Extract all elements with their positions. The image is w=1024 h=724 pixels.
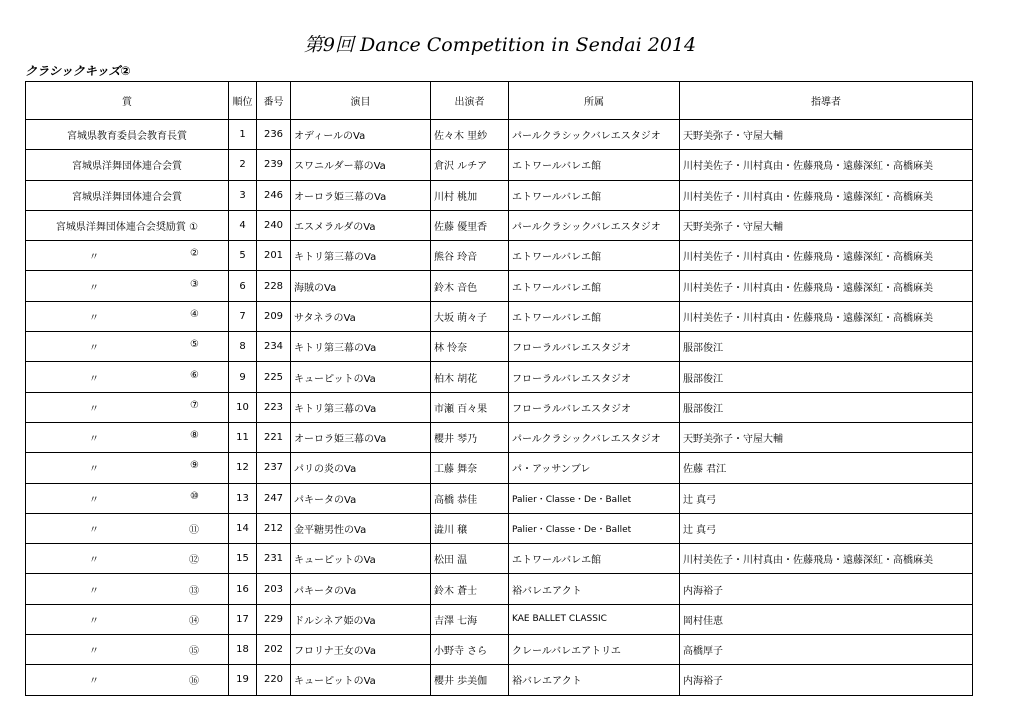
instructor-cell: 川村美佐子・川村真由・佐藤飛鳥・遠藤深紅・高橋麻美 bbox=[680, 241, 973, 271]
performer-cell: 大坂 萌々子 bbox=[431, 301, 509, 331]
award-cell: 宮城県洋舞団体連合会賞 bbox=[26, 150, 229, 180]
performer-cell: 倉沢 ルチア bbox=[431, 150, 509, 180]
piece-cell: キトリ第三幕のVa bbox=[291, 241, 431, 271]
performer-cell: 高橋 恭佳 bbox=[431, 483, 509, 513]
ditto-mark: 〃 bbox=[89, 555, 99, 567]
award-cell bbox=[26, 665, 229, 695]
award-ditto bbox=[29, 279, 225, 294]
performer-cell: 佐藤 優里香 bbox=[431, 210, 509, 240]
affiliation-cell: フローラルバレエスタジオ bbox=[509, 392, 680, 422]
table-row bbox=[26, 604, 973, 634]
number-cell: 231 bbox=[257, 544, 291, 574]
ditto-mark: 〃 bbox=[89, 615, 99, 627]
ditto-mark: 〃 bbox=[89, 434, 99, 446]
piece-cell: スワニルダー幕のVa bbox=[291, 150, 431, 180]
award-ditto bbox=[29, 309, 225, 324]
performer-cell: 鈴木 蒼士 bbox=[431, 574, 509, 604]
rank-cell: 12 bbox=[229, 453, 257, 483]
affiliation-cell: フローラルバレエスタジオ bbox=[509, 362, 680, 392]
instructor-cell: 天野美弥子・守屋大輔 bbox=[680, 210, 973, 240]
award-number: ⑪ bbox=[189, 525, 199, 536]
instructor-cell: 川村美佐子・川村真由・佐藤飛鳥・遠藤深紅・高橋麻美 bbox=[680, 150, 973, 180]
affiliation-cell: エトワールバレエ館 bbox=[509, 150, 680, 180]
table-row bbox=[26, 544, 973, 574]
instructor-cell: 川村美佐子・川村真由・佐藤飛鳥・遠藤深紅・高橋麻美 bbox=[680, 301, 973, 331]
number-cell: 221 bbox=[257, 422, 291, 452]
ditto-mark: 〃 bbox=[89, 252, 99, 264]
table-row bbox=[26, 120, 973, 150]
number-cell: 202 bbox=[257, 635, 291, 665]
piece-cell: キューピットのVa bbox=[291, 544, 431, 574]
number-cell: 237 bbox=[257, 453, 291, 483]
piece-cell: フロリナ王女のVa bbox=[291, 635, 431, 665]
award-number: ② bbox=[190, 248, 199, 260]
header-award: 賞 bbox=[26, 82, 229, 120]
instructor-cell: 天野美弥子・守屋大輔 bbox=[680, 120, 973, 150]
award-number: ⑫ bbox=[189, 555, 199, 567]
award-cell: 宮城県洋舞団体連合会賞 bbox=[26, 180, 229, 210]
rank-cell: 16 bbox=[229, 574, 257, 604]
rank-cell: 9 bbox=[229, 362, 257, 392]
award-number: ⑬ bbox=[189, 585, 199, 597]
header-instructor: 指導者 bbox=[680, 82, 973, 120]
ditto-mark: 〃 bbox=[89, 525, 99, 536]
award-cell bbox=[26, 301, 229, 331]
header-affiliation: 所属 bbox=[509, 82, 680, 120]
header-rank: 順位 bbox=[229, 82, 257, 120]
rank-cell: 10 bbox=[229, 392, 257, 422]
instructor-cell: 岡村佳恵 bbox=[680, 604, 973, 634]
affiliation-cell: エトワールバレエ館 bbox=[509, 241, 680, 271]
award-number: ③ bbox=[190, 278, 199, 290]
rank-cell: 5 bbox=[229, 241, 257, 271]
award-number: ⑯ bbox=[189, 676, 199, 688]
number-cell: 234 bbox=[257, 332, 291, 362]
instructor-cell: 辻 真弓 bbox=[680, 513, 973, 543]
ditto-mark: 〃 bbox=[89, 312, 99, 324]
table-row bbox=[26, 180, 973, 210]
award-cell bbox=[26, 544, 229, 574]
instructor-cell: 川村美佐子・川村真由・佐藤飛鳥・遠藤深紅・高橋麻美 bbox=[680, 271, 973, 301]
number-cell: 225 bbox=[257, 362, 291, 392]
ditto-mark: 〃 bbox=[89, 676, 99, 688]
category-title: クラシックキッズ② bbox=[25, 64, 131, 78]
number-cell: 239 bbox=[257, 150, 291, 180]
award-number: ⑤ bbox=[190, 339, 199, 351]
table-row bbox=[26, 210, 973, 240]
award-cell bbox=[26, 604, 229, 634]
number-cell: 240 bbox=[257, 210, 291, 240]
piece-cell: ドルシネア姫のVa bbox=[291, 604, 431, 634]
number-cell: 229 bbox=[257, 604, 291, 634]
piece-cell: 海賊のVa bbox=[291, 271, 431, 301]
affiliation-cell: Palier・Classe・De・Ballet bbox=[509, 483, 680, 513]
award-number: ⑩ bbox=[190, 490, 199, 502]
affiliation-cell: 裕バレエアクト bbox=[509, 574, 680, 604]
number-cell: 228 bbox=[257, 271, 291, 301]
award-ditto bbox=[29, 370, 225, 385]
table-row bbox=[26, 453, 973, 483]
affiliation-cell: 裕バレエアクト bbox=[509, 665, 680, 695]
award-ditto bbox=[29, 582, 225, 597]
award-ditto bbox=[29, 491, 225, 506]
affiliation-cell: エトワールバレエ館 bbox=[509, 544, 680, 574]
ditto-mark: 〃 bbox=[89, 494, 99, 506]
piece-cell: パキータのVa bbox=[291, 574, 431, 604]
rank-cell: 4 bbox=[229, 210, 257, 240]
performer-cell: 市瀬 百々果 bbox=[431, 392, 509, 422]
piece-cell: パリの炎のVa bbox=[291, 453, 431, 483]
affiliation-cell: クレールバレエアトリエ bbox=[509, 635, 680, 665]
instructor-cell: 川村美佐子・川村真由・佐藤飛鳥・遠藤深紅・高橋麻美 bbox=[680, 544, 973, 574]
award-number: ⑦ bbox=[190, 399, 199, 411]
performer-cell: 櫻井 歩美伽 bbox=[431, 665, 509, 695]
performer-cell: 吉澤 七海 bbox=[431, 604, 509, 634]
table-row bbox=[26, 422, 973, 452]
award-ditto bbox=[29, 430, 225, 445]
number-cell: 201 bbox=[257, 241, 291, 271]
number-cell: 212 bbox=[257, 513, 291, 543]
instructor-cell: 服部俊江 bbox=[680, 332, 973, 362]
instructor-cell: 服部俊江 bbox=[680, 392, 973, 422]
number-cell: 203 bbox=[257, 574, 291, 604]
number-cell: 246 bbox=[257, 180, 291, 210]
ditto-mark: 〃 bbox=[89, 403, 99, 415]
performer-cell: 小野寺 さら bbox=[431, 635, 509, 665]
award-cell bbox=[26, 271, 229, 301]
header-number: 番号 bbox=[257, 82, 291, 120]
award-cell bbox=[26, 241, 229, 271]
ditto-mark: 〃 bbox=[89, 373, 99, 385]
award-cell: 宮城県洋舞団体連合会奨励賞 ① bbox=[26, 210, 229, 240]
piece-cell: オーロラ姫三幕のVa bbox=[291, 180, 431, 210]
number-cell: 236 bbox=[257, 120, 291, 150]
affiliation-cell: パールクラシックバレエスタジオ bbox=[509, 210, 680, 240]
affiliation-cell: エトワールバレエ館 bbox=[509, 180, 680, 210]
number-cell: 247 bbox=[257, 483, 291, 513]
piece-cell: オディールのVa bbox=[291, 120, 431, 150]
instructor-cell: 内海裕子 bbox=[680, 665, 973, 695]
affiliation-cell: KAE BALLET CLASSIC bbox=[509, 604, 680, 634]
piece-cell: 金平糖男性のVa bbox=[291, 513, 431, 543]
instructor-cell: 川村美佐子・川村真由・佐藤飛鳥・遠藤深紅・高橋麻美 bbox=[680, 180, 973, 210]
performer-cell: 熊谷 玲音 bbox=[431, 241, 509, 271]
piece-cell: パキータのVa bbox=[291, 483, 431, 513]
table-row bbox=[26, 241, 973, 271]
rank-cell: 18 bbox=[229, 635, 257, 665]
instructor-cell: 高橋厚子 bbox=[680, 635, 973, 665]
table-row bbox=[26, 301, 973, 331]
rank-cell: 19 bbox=[229, 665, 257, 695]
instructor-cell: 辻 真弓 bbox=[680, 483, 973, 513]
table-row bbox=[26, 665, 973, 695]
rank-cell: 2 bbox=[229, 150, 257, 180]
award-cell bbox=[26, 332, 229, 362]
award-ditto bbox=[29, 551, 225, 566]
affiliation-cell: エトワールバレエ館 bbox=[509, 301, 680, 331]
performer-cell: 澁川 穣 bbox=[431, 513, 509, 543]
ditto-mark: 〃 bbox=[89, 282, 99, 294]
award-cell bbox=[26, 362, 229, 392]
instructor-cell: 佐藤 君江 bbox=[680, 453, 973, 483]
piece-cell: キトリ第三幕のVa bbox=[291, 392, 431, 422]
award-number: ⑮ bbox=[189, 646, 199, 658]
performer-cell: 川村 桃加 bbox=[431, 180, 509, 210]
table-row bbox=[26, 332, 973, 362]
rank-cell: 14 bbox=[229, 513, 257, 543]
award-ditto bbox=[29, 339, 225, 354]
piece-cell: キューピットのVa bbox=[291, 665, 431, 695]
award-cell bbox=[26, 635, 229, 665]
instructor-cell: 内海裕子 bbox=[680, 574, 973, 604]
rank-cell: 15 bbox=[229, 544, 257, 574]
award-number: ⑭ bbox=[189, 615, 199, 627]
ditto-mark: 〃 bbox=[89, 464, 99, 476]
header-performer: 出演者 bbox=[431, 82, 509, 120]
results-table bbox=[25, 81, 973, 696]
table-row bbox=[26, 574, 973, 604]
award-ditto bbox=[29, 612, 225, 627]
award-ditto bbox=[29, 672, 225, 687]
ditto-mark: 〃 bbox=[89, 646, 99, 658]
page-title: 第9回 Dance Competition in Sendai 2014 bbox=[303, 34, 697, 56]
number-cell: 223 bbox=[257, 392, 291, 422]
award-cell bbox=[26, 422, 229, 452]
award-cell bbox=[26, 453, 229, 483]
performer-cell: 櫻井 琴乃 bbox=[431, 422, 509, 452]
award-cell bbox=[26, 574, 229, 604]
table-row bbox=[26, 150, 973, 180]
award-number: ⑧ bbox=[190, 430, 199, 442]
award-number: ⑨ bbox=[190, 460, 199, 472]
table-row bbox=[26, 362, 973, 392]
table-row bbox=[26, 392, 973, 422]
award-ditto bbox=[29, 400, 225, 415]
award-ditto bbox=[29, 521, 225, 536]
instructor-cell: 服部俊江 bbox=[680, 362, 973, 392]
number-cell: 220 bbox=[257, 665, 291, 695]
award-cell bbox=[26, 483, 229, 513]
piece-cell: オーロラ姫三幕のVa bbox=[291, 422, 431, 452]
table-row bbox=[26, 271, 973, 301]
table-row bbox=[26, 635, 973, 665]
award-ditto bbox=[29, 642, 225, 657]
piece-cell: サタネラのVa bbox=[291, 301, 431, 331]
award-ditto bbox=[29, 248, 225, 263]
performer-cell: 林 怜奈 bbox=[431, 332, 509, 362]
performer-cell: 工藤 舞奈 bbox=[431, 453, 509, 483]
rank-cell: 17 bbox=[229, 604, 257, 634]
rank-cell: 3 bbox=[229, 180, 257, 210]
number-cell: 209 bbox=[257, 301, 291, 331]
affiliation-cell: パールクラシックバレエスタジオ bbox=[509, 422, 680, 452]
ditto-mark: 〃 bbox=[89, 343, 99, 355]
table-row bbox=[26, 483, 973, 513]
table-row bbox=[26, 513, 973, 543]
rank-cell: 8 bbox=[229, 332, 257, 362]
rank-cell: 11 bbox=[229, 422, 257, 452]
header-piece: 演目 bbox=[291, 82, 431, 120]
ditto-mark: 〃 bbox=[89, 585, 99, 597]
performer-cell: 松田 温 bbox=[431, 544, 509, 574]
rank-cell: 7 bbox=[229, 301, 257, 331]
rank-cell: 1 bbox=[229, 120, 257, 150]
affiliation-cell: エトワールバレエ館 bbox=[509, 271, 680, 301]
award-cell bbox=[26, 392, 229, 422]
award-cell: 宮城県教育委員会教育長賞 bbox=[26, 120, 229, 150]
award-number: ⑥ bbox=[190, 369, 199, 381]
instructor-cell: 天野美弥子・守屋大輔 bbox=[680, 422, 973, 452]
award-ditto bbox=[29, 460, 225, 475]
award-cell bbox=[26, 513, 229, 543]
award-number: ④ bbox=[190, 308, 199, 320]
performer-cell: 柏木 胡花 bbox=[431, 362, 509, 392]
rank-cell: 13 bbox=[229, 483, 257, 513]
piece-cell: キューピットのVa bbox=[291, 362, 431, 392]
table-header-row bbox=[26, 82, 973, 120]
piece-cell: エスメラルダのVa bbox=[291, 210, 431, 240]
affiliation-cell: Palier・Classe・De・Ballet bbox=[509, 513, 680, 543]
affiliation-cell: パールクラシックバレエスタジオ bbox=[509, 120, 680, 150]
rank-cell: 6 bbox=[229, 271, 257, 301]
performer-cell: 鈴木 音色 bbox=[431, 271, 509, 301]
affiliation-cell: パ・アッサンブレ bbox=[509, 453, 680, 483]
piece-cell: キトリ第三幕のVa bbox=[291, 332, 431, 362]
performer-cell: 佐々木 里紗 bbox=[431, 120, 509, 150]
affiliation-cell: フローラルバレエスタジオ bbox=[509, 332, 680, 362]
